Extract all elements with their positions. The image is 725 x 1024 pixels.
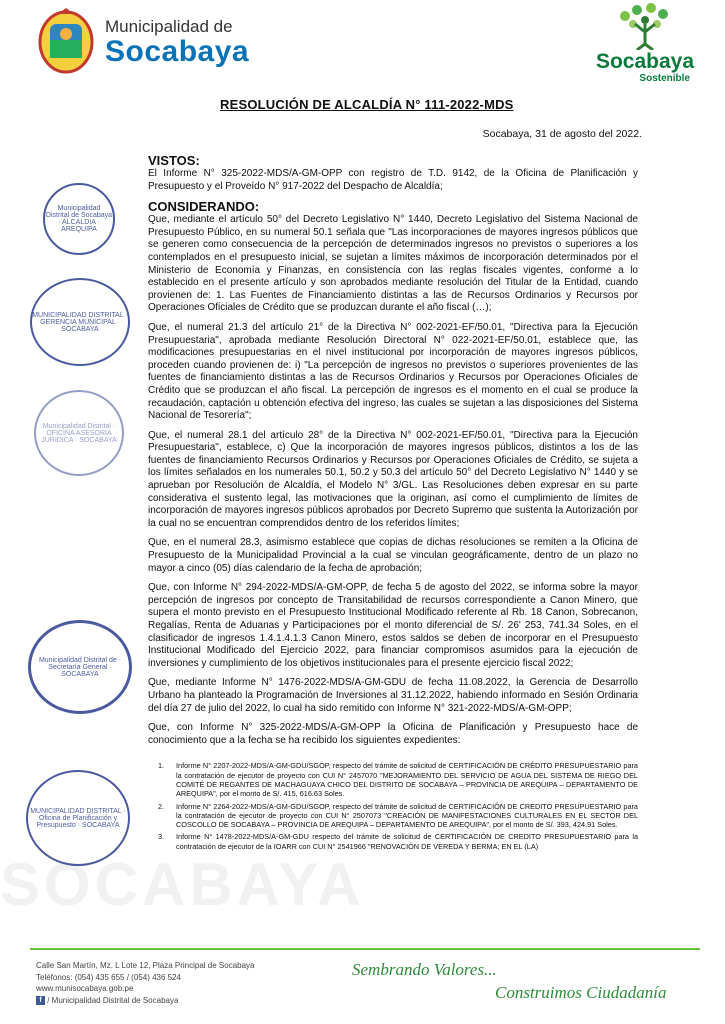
vistos-heading: VISTOS: (148, 153, 200, 168)
facebook-icon: f (36, 996, 45, 1005)
stamp-gerencia-municipal (30, 278, 130, 366)
footer-address: Calle San Martín, Mz. L Lote 12, Plaza Principal de Socabaya (36, 961, 255, 970)
letterhead (0, 0, 725, 84)
stamp-secretaria-general (28, 620, 132, 714)
considerando-heading: CONSIDERANDO: (148, 199, 260, 215)
resolution-title: RESOLUCIÓN DE ALCALDÍA N° 111-2022-MDS (220, 97, 514, 112)
considerando-paragraph: Que, el numeral 21.3 del artículo 21° de la Directiva N° 002-2021-EF/50.01, "Directiva para la Ejecución Presupuestaria", aprobada mediante Resolución Directoral N° 022-2021-EF/50.01, establece que, las modificaciones presupuestarias en el nivel institucional por incorporación de mayores ingresos públicos, proceden cuando provienen de: i) "La percepción de ingresos no previstos o superiores provenientes de las fuentes de financiamiento distintas a las de Recursos Ordinarios y Recursos por Operaciones Oficiales de Crédito que se produzcan el año fiscal. La percepción de ingresos es el momento en el cual se produce la recaudación, captación u obtención efectiva del ingreso, las cuales se sujetan a las disposiciones del Sistema Nacional de Tesorería"; (148, 321, 638, 422)
list-text: Informe N° 2264-2022-MDS/A-GM-GDU/SGOP, respecto del trámite de solicitud de CERTIFICACIÓN DE CREDITO PRESUPUESTARIO para la contratación de ejecutor de proyecto con CUI N° 2507073 "CREACIÓN DE MANIFESTACIONES CULTURALES EN EL SECTOR DEL COSCOLLO DE SOCABAYA – PROVINCIA DE AREQUIPA – DEPARTAMENTO DE AREQUIPA", por el monto de S/. 393, 424.91 Soles. (176, 801, 638, 830)
municipality-title: Socabaya (105, 35, 250, 68)
list-number: 3. (158, 832, 165, 842)
municipality-prefix: Municipalidad de (105, 17, 233, 36)
watermark: SOCABAYA (0, 851, 365, 918)
stamp-alcaldia (43, 183, 115, 255)
list-number: 1. (158, 761, 165, 771)
municipality-name (105, 18, 249, 68)
stamp-text: Municipalidad Distrital de · Secretaría General · SOCABAYA (38, 656, 122, 678)
footer-divider (30, 948, 700, 950)
stamp-text: MUNICIPALIDAD DISTRITAL · GERENCIA MUNICIPAL · SOCABAYA (32, 311, 128, 333)
slogan-line-2: Construimos Ciudadanía (495, 983, 667, 1002)
considerando-paragraph: Que, mediante Informe N° 1476-2022-MDS/A-GM-GDU de fecha 11.08.2022, la Gerencia de Desarrollo Urbano ha planteado la Programación de Inversiones al 31.12.2022, habiendo informado en Sesión Ordinaria del día 27 de julio del 2022, lo cual ha sido remitido con Informe N° 321-2022-MDS/A-GM-OPP; (148, 677, 638, 714)
logo-name: Socabaya (595, 50, 695, 73)
list-item (148, 761, 638, 798)
considerando-paragraph: Que, con Informe N° 325-2022-MDS/A-GM-OPP la Oficina de Planificación y Presupuesto hace de conocimiento que a la fecha se ha recibido los siguientes expedientes: (148, 722, 638, 746)
list-item (148, 832, 638, 851)
vistos-paragraph: El Informe N° 325-2022-MDS/A-GM-OPP con registro de T.D. 9142, de la Oficina de Planificación y Presupuesto y el Proveído N° 917-2022 del Despacho de Alcaldía; (148, 168, 638, 192)
stamp-planificacion (26, 770, 130, 866)
list-text: Informe N° 2207-2022-MDS/A-GM-GDU/SGOP, respecto del trámite de solicitud de CERTIFICACIÓN DE CRÉDITO PRESUPUESTARIO para la contratación de ejecutor de proyecto con CUI N° 2457070 "MEJORAMIENTO DEL SERVICIO DE AGUA DEL SISTEMA DE RIEGO DEL COMITÉ DE REGANTES DE MACHAGUAYA CHICO DEL DISTRITO DE SOCABAYA – PROVINCIA DE AREQUIPA – DEPARTAMENTO DE AREQUIPA", por el monto de S/. 415, 616.63 Soles. (176, 761, 638, 799)
stamp-text: MUNICIPALIDAD DISTRITAL · Oficina de Planificación y Presupuesto · SOCABAYA (30, 807, 126, 829)
list-item (148, 802, 638, 830)
list-text: Informe N° 1478-2022-MDS/A-GM-GDU respecto del trámite de solicitud de CERTIFICACIÓN DE CREDITO PRESUPUESTARIO para la contratación de ejecutor de la IOARR con CUI N° 2541966 "RENOVACIÓN DE VEREDA Y BERMA; EN EL (LA) (176, 832, 638, 851)
list-number: 2. (158, 801, 165, 811)
stamp-text: Municipalidad Distrital · OFICINA ASESORIA JURIDICA · SOCABAYA (41, 422, 117, 444)
considerando-paragraph: Que, el numeral 28.1 del artículo 28° de la Directiva N° 002-2021-EF/50.01, "Directiva para la Ejecución Presupuestaria", establece, c) Que la incorporación de mayores ingresos públicos, distintos a los de las fuentes de financiamiento Recursos Ordinarios y Recursos por Operaciones Oficiales de Crédito, se sujeta a los límites señalados en los numerales 50.1, 50.2 y 50.3 del artículo 50° del Decreto Legislativo N° 1440 y se aprueban por Resolución de Alcaldía, el Modelo N° 3/GL. Las Resoluciones deben expresar en su parte considerativa el sustento legal, las motivaciones que la originan, así como el cumplimiento de límites de incorporación de mayores ingresos públicos aprobados por Decreto Supremo que sustenta la Autorización por la cual no se encuentran comprendidos dentro de los referidos límites; (148, 429, 638, 529)
expedientes-list (148, 761, 638, 851)
tree-figure-icon (605, 2, 685, 50)
socabaya-sostenible-logo (590, 2, 700, 88)
considerando-paragraph: Que, con Informe N° 294-2022-MDS/A-GM-OPP, de fecha 5 de agosto del 2022, se informa sobre la mayor percepción de ingresos por concepto de Transitabilidad de recursos correspondiente a Canon Minero, que supera el monto previsto en el Presupuesto Institucional Modificado referente al Rb. 18 Canon, Sobrecanon, Regalías, Renta de Aduanas y Participaciones por el monto diferencial de S/. 26' 253, 741.34 Soles, en el clasificador de ingresos 1.4.1.4.1.3 Canon Minero, estos saldos se deben de incorporar en el Presupuesto Institucional Modificado del Ejercicio 2022, para financiar compromisos asumidos para la ejecución de inversiones y cumplimiento de los objetivos institucionales para el presente ejercicio fiscal 2022; (148, 582, 638, 669)
considerando-paragraph: Que, en el numeral 28.3, asimismo establece que copias de dichas resoluciones se remiten a la Oficina de Presupuesto de la Municipalidad Provincial a la cual se vinculan geográficamente, dentro de un plazo no mayor a cinco (05) días calendario de la fecha de aprobación; (148, 537, 638, 574)
footer-social (36, 995, 255, 1007)
stamp-text: Municipalidad Distrital de Socabaya · ALCALDIA · AREQUIPA (45, 205, 113, 233)
footer-phones: Teléfonos: (054) 435 655 / (054) 436 524 (36, 972, 181, 982)
slogan-line-1: Sembrando Valores... (352, 960, 497, 979)
document-date: Socabaya, 31 de agosto del 2022. (482, 128, 642, 140)
document-body (148, 154, 638, 854)
footer-website: www.munisocabaya.gob.pe (36, 984, 134, 993)
footer-contact (36, 960, 255, 1006)
municipal-shield-logo (36, 6, 96, 74)
footer-social-text: / Municipalidad Distrital de Socabaya (47, 995, 179, 1005)
logo-subtitle: Sostenible (639, 73, 690, 84)
considerando-paragraph: Que, mediante el artículo 50° del Decreto Legislativo N° 1440, Decreto Legislativo del Sistema Nacional de Presupuesto Público, en su numeral 50.1 señala que "Las incorporaciones de mayores ingresos públicos que se generen como consecuencia de la percepción de determinados ingresos no previstos o superiores a los contemplados en el presupuesto inicial, se sujetan a límites máximos de incorporación determinados por el Ministerio de Economía y Finanzas, en consistencia con las reglas fiscales vigentes, conforme a lo establecido en el presente artículo y son aprobados mediante resolución del Titular de la Entidad, cuando provienen de: 1. Las Fuentes de Financiamiento distintas a las de Recursos Ordinarios y Recursos por Operaciones Oficiales de Crédito que se produzcan durante el año fiscal (…); (148, 214, 638, 314)
stamp-asesoria-juridica (34, 390, 124, 476)
